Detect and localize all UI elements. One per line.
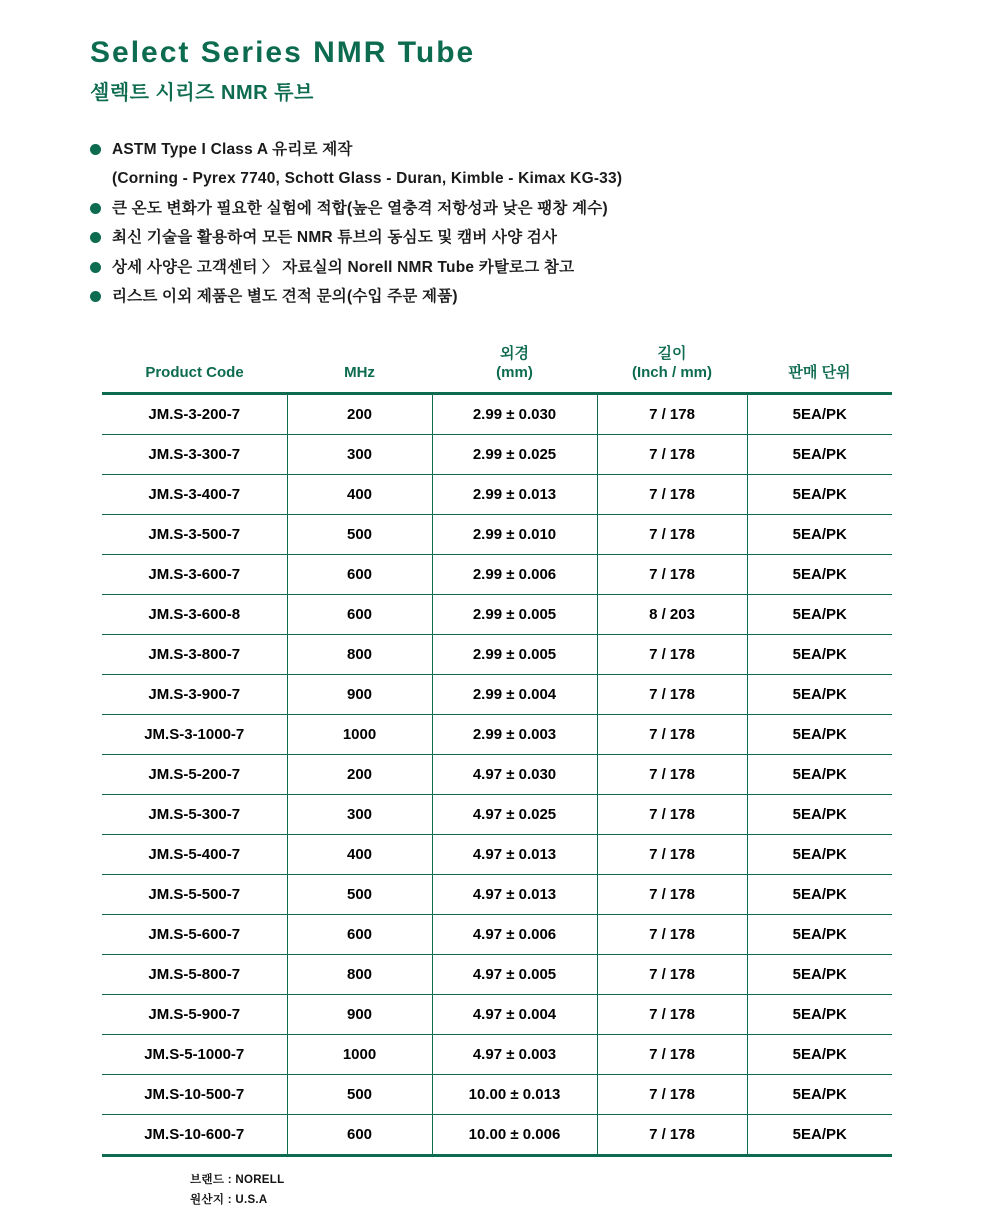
cell-mhz: 600 [287,595,432,635]
cell-sales-unit: 5EA/PK [747,875,892,915]
cell-outer-diameter: 2.99 ± 0.030 [432,394,597,435]
table-row [102,1035,892,1075]
cell-sales-unit: 5EA/PK [747,675,892,715]
cell-length: 7 / 178 [597,1035,747,1075]
cell-mhz: 1000 [287,715,432,755]
cell-product-code: JM.S-3-200-7 [102,394,287,435]
cell-mhz: 300 [287,795,432,835]
cell-product-code: JM.S-3-500-7 [102,515,287,555]
cell-sales-unit: 5EA/PK [747,835,892,875]
table-row [102,1075,892,1115]
table-row [102,515,892,555]
cell-product-code: JM.S-5-600-7 [102,915,287,955]
cell-sales-unit: 5EA/PK [747,555,892,595]
cell-mhz: 600 [287,915,432,955]
cell-sales-unit: 5EA/PK [747,475,892,515]
column-header-line1: MHz [344,363,375,381]
table-body [102,394,892,1156]
cell-outer-diameter: 4.97 ± 0.025 [432,795,597,835]
cell-length: 7 / 178 [597,795,747,835]
cell-product-code: JM.S-10-600-7 [102,1115,287,1156]
cell-product-code: JM.S-3-900-7 [102,675,287,715]
cell-mhz: 600 [287,555,432,595]
table-row [102,595,892,635]
cell-sales-unit: 5EA/PK [747,1115,892,1156]
cell-length: 7 / 178 [597,715,747,755]
cell-mhz: 1000 [287,1035,432,1075]
cell-outer-diameter: 2.99 ± 0.005 [432,595,597,635]
cell-length: 7 / 178 [597,675,747,715]
list-item [90,227,938,249]
cell-product-code: JM.S-5-200-7 [102,755,287,795]
cell-outer-diameter: 2.99 ± 0.010 [432,515,597,555]
cell-mhz: 600 [287,1115,432,1156]
cell-length: 7 / 178 [597,875,747,915]
column-header-product-code [102,339,287,394]
cell-length: 7 / 178 [597,435,747,475]
table-row [102,875,892,915]
cell-product-code: JM.S-10-500-7 [102,1075,287,1115]
cell-outer-diameter: 4.97 ± 0.013 [432,875,597,915]
cell-sales-unit: 5EA/PK [747,515,892,555]
cell-mhz: 900 [287,995,432,1035]
list-item [90,139,938,161]
bullet-text: 상세 사양은 고객센터 〉 자료실의 Norell NMR Tube 카탈로그 참고 [112,258,575,276]
cell-outer-diameter: 2.99 ± 0.013 [432,475,597,515]
cell-length: 7 / 178 [597,955,747,995]
cell-mhz: 800 [287,635,432,675]
table-row [102,755,892,795]
cell-sales-unit: 5EA/PK [747,394,892,435]
cell-sales-unit: 5EA/PK [747,715,892,755]
cell-outer-diameter: 2.99 ± 0.025 [432,435,597,475]
table-row [102,635,892,675]
cell-length: 7 / 178 [597,835,747,875]
list-item [90,257,938,279]
cell-sales-unit: 5EA/PK [747,595,892,635]
cell-length: 7 / 178 [597,475,747,515]
list-item [90,198,938,220]
cell-mhz: 400 [287,475,432,515]
cell-product-code: JM.S-5-400-7 [102,835,287,875]
bullet-subtext: (Corning - Pyrex 7740, Schott Glass - Duran, Kimble - Kimax KG-33) [112,170,623,188]
column-header-line2: (mm) [496,363,533,381]
column-header-sales-unit [747,339,892,394]
page-title-ko: 셀렉트 시리즈 NMR 튜브 [90,82,314,104]
cell-length: 7 / 178 [597,995,747,1035]
cell-outer-diameter: 4.97 ± 0.003 [432,1035,597,1075]
cell-product-code: JM.S-3-600-8 [102,595,287,635]
bullet-dot-icon [90,203,101,214]
cell-sales-unit: 5EA/PK [747,795,892,835]
table-row [102,835,892,875]
cell-length: 7 / 178 [597,1115,747,1156]
cell-outer-diameter: 4.97 ± 0.006 [432,915,597,955]
bullet-dot-icon [90,144,101,155]
cell-sales-unit: 5EA/PK [747,1035,892,1075]
cell-outer-diameter: 2.99 ± 0.003 [432,715,597,755]
table-row [102,795,892,835]
page-title-en: Select Series NMR Tube [90,36,476,69]
cell-sales-unit: 5EA/PK [747,915,892,955]
bullet-text: 최신 기술을 활용하여 모든 NMR 튜브의 동심도 및 캠버 사양 검사 [112,229,558,247]
table-row [102,475,892,515]
cell-outer-diameter: 2.99 ± 0.004 [432,675,597,715]
column-header-line1: 판매 단위 [788,363,851,381]
cell-mhz: 400 [287,835,432,875]
cell-product-code: JM.S-3-1000-7 [102,715,287,755]
product-spec-table [102,339,892,1158]
cell-length: 7 / 178 [597,1075,747,1115]
cell-outer-diameter: 4.97 ± 0.013 [432,835,597,875]
cell-product-code: JM.S-3-400-7 [102,475,287,515]
cell-sales-unit: 5EA/PK [747,755,892,795]
cell-outer-diameter: 2.99 ± 0.005 [432,635,597,675]
cell-sales-unit: 5EA/PK [747,955,892,995]
table-row [102,715,892,755]
table-header [102,339,892,394]
cell-length: 8 / 203 [597,595,747,635]
cell-mhz: 800 [287,955,432,995]
table-row [102,435,892,475]
cell-product-code: JM.S-3-600-7 [102,555,287,595]
bullet-text: 리스트 이외 제품은 별도 견적 문의(수입 주문 제품) [112,288,458,306]
cell-product-code: JM.S-3-300-7 [102,435,287,475]
cell-product-code: JM.S-5-900-7 [102,995,287,1035]
footnotes [190,1171,938,1210]
column-header-mhz [287,339,432,394]
cell-outer-diameter: 4.97 ± 0.030 [432,755,597,795]
table-row [102,1115,892,1156]
table-row [102,675,892,715]
table-row [102,955,892,995]
cell-product-code: JM.S-5-1000-7 [102,1035,287,1075]
bullet-text: 큰 온도 변화가 필요한 실험에 적합(높은 열충격 저항성과 낮은 팽창 계수) [112,199,608,217]
cell-mhz: 200 [287,755,432,795]
cell-mhz: 300 [287,435,432,475]
column-header-line1: 외경 [500,344,529,362]
table-row [102,915,892,955]
column-header-line1: Product Code [145,363,244,381]
cell-product-code: JM.S-5-800-7 [102,955,287,995]
cell-length: 7 / 178 [597,394,747,435]
cell-mhz: 500 [287,875,432,915]
cell-mhz: 500 [287,1075,432,1115]
footnote-brand: 브랜드 : NORELL [190,1174,285,1187]
cell-length: 7 / 178 [597,515,747,555]
cell-length: 7 / 178 [597,755,747,795]
feature-bullet-list [90,139,938,309]
cell-length: 7 / 178 [597,555,747,595]
cell-outer-diameter: 2.99 ± 0.006 [432,555,597,595]
cell-length: 7 / 178 [597,635,747,675]
cell-product-code: JM.S-3-800-7 [102,635,287,675]
cell-mhz: 500 [287,515,432,555]
column-header-outer-diameter [432,339,597,394]
cell-product-code: JM.S-5-300-7 [102,795,287,835]
cell-sales-unit: 5EA/PK [747,435,892,475]
cell-outer-diameter: 10.00 ± 0.006 [432,1115,597,1156]
bullet-text: ASTM Type I Class A 유리로 제작 [112,141,353,158]
cell-outer-diameter: 10.00 ± 0.013 [432,1075,597,1115]
cell-mhz: 900 [287,675,432,715]
bullet-dot-icon [90,232,101,243]
column-header-line1: 길이 [657,344,687,362]
cell-sales-unit: 5EA/PK [747,995,892,1035]
cell-sales-unit: 5EA/PK [747,635,892,675]
cell-product-code: JM.S-5-500-7 [102,875,287,915]
bullet-dot-icon [90,262,101,273]
table-row [102,394,892,435]
cell-length: 7 / 178 [597,915,747,955]
cell-mhz: 200 [287,394,432,435]
cell-sales-unit: 5EA/PK [747,1075,892,1115]
table-row [102,995,892,1035]
footnote-origin: 원산지 : U.S.A [190,1193,268,1206]
cell-outer-diameter: 4.97 ± 0.005 [432,955,597,995]
bullet-dot-icon [90,291,101,302]
column-header-length [597,339,747,394]
list-item [90,286,938,308]
table-row [102,555,892,595]
column-header-line2: (Inch / mm) [631,363,712,381]
cell-outer-diameter: 4.97 ± 0.004 [432,995,597,1035]
